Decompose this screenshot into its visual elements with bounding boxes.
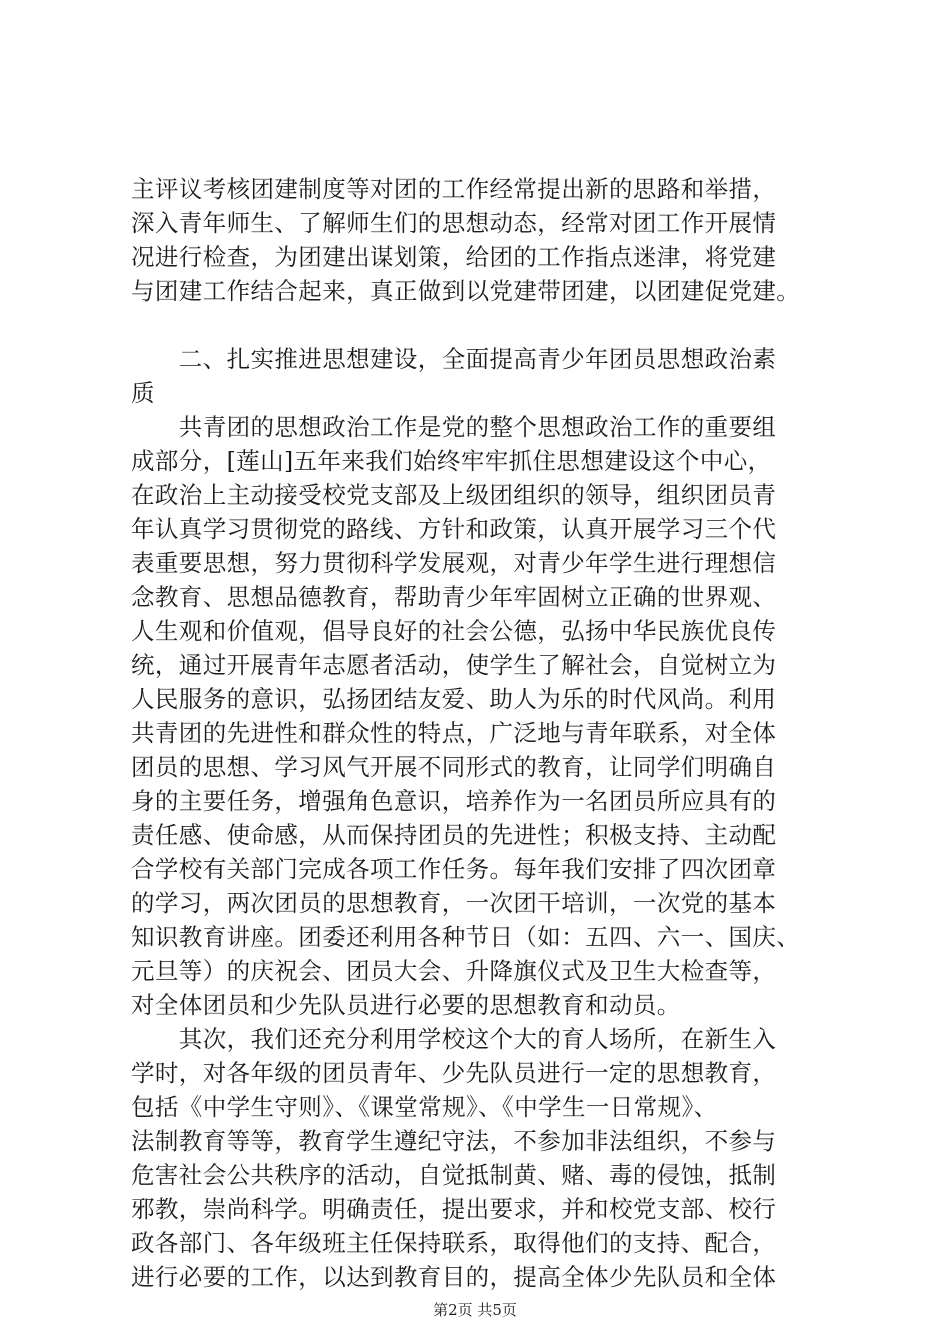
body-text-line: 共青团的先进性和群众性的特点，广泛地与青年联系，对全体 (131, 719, 777, 747)
body-text-line: 共青团的思想政治工作是党的整个思想政治工作的重要组 (131, 413, 777, 441)
body-text-line: 对全体团员和少先队员进行必要的思想教育和动员。 (131, 991, 681, 1019)
body-text-line: 在政治上主动接受校党支部及上级团组织的领导，组织团员青 (131, 481, 777, 509)
body-text-line: 责任感、使命感，从而保持团员的先进性；积极支持、主动配 (131, 821, 777, 849)
body-text-line: 包括《中学生守则》、《课堂常规》、《中学生一日常规》、 (131, 1093, 718, 1121)
body-text-line: 学时，对各年级的团员青年、少先队员进行一定的思想教育， (131, 1059, 777, 1087)
body-text-line: 念教育、思想品德教育，帮助青少年牢固树立正确的世界观、 (131, 583, 777, 611)
body-text-line: 表重要思想，努力贯彻科学发展观，对青少年学生进行理想信 (131, 549, 777, 577)
page-number-footer: 第2页 共5页 (433, 1301, 517, 1319)
body-text-line: 身的主要任务，增强角色意识，培养作为一名团员所应具有的 (131, 787, 777, 815)
body-text-line: 人民服务的意识，弘扬团结友爱、助人为乐的时代风尚。利用 (131, 685, 777, 713)
body-text-line: 况进行检查，为团建出谋划策，给团的工作指点迷津，将党建 (131, 243, 777, 271)
body-text-line: 法制教育等等，教育学生遵纪守法，不参加非法组织，不参与 (131, 1127, 777, 1155)
body-text-line: 团员的思想、学习风气开展不同形式的教育，让同学们明确自 (131, 753, 777, 781)
body-text-line: 主评议考核团建制度等对团的工作经常提出新的思路和举措， (131, 175, 777, 203)
section-heading-line: 二、扎实推进思想建设，全面提高青少年团员思想政治素 (131, 345, 777, 373)
body-text-line: 深入青年师生、了解师生们的思想动态，经常对团工作开展情 (131, 209, 777, 237)
body-text-line: 元旦等）的庆祝会、团员大会、升降旗仪式及卫生大检查等， (131, 957, 777, 985)
body-text-line: 邪教，崇尚科学。明确责任，提出要求，并和校党支部、校行 (131, 1195, 777, 1223)
body-text-line: 成部分，[莲山]五年来我们始终牢牢抓住思想建设这个中心， (131, 447, 772, 475)
section-heading-line: 质 (131, 379, 155, 407)
body-text-line: 危害社会公共秩序的活动，自觉抵制黄、赌、毒的侵蚀，抵制 (131, 1161, 777, 1189)
body-text-line: 人生观和价值观，倡导良好的社会公德，弘扬中华民族优良传 (131, 617, 777, 645)
body-text-line: 统，通过开展青年志愿者活动，使学生了解社会，自觉树立为 (131, 651, 777, 679)
body-text-line: 的学习，两次团员的思想教育，一次团干培训，一次党的基本 (131, 889, 777, 917)
body-text-line: 政各部门、各年级班主任保持联系，取得他们的支持、配合， (131, 1229, 777, 1257)
body-text-line: 年认真学习贯彻党的路线、方针和政策，认真开展学习三个代 (131, 515, 777, 543)
body-text-line: 其次，我们还充分利用学校这个大的育人场所，在新生入 (131, 1025, 777, 1053)
blank-line (131, 308, 851, 342)
body-text-line: 合学校有关部门完成各项工作任务。每年我们安排了四次团章 (131, 855, 777, 883)
body-text-line: 与团建工作结合起来，真正做到以党建带团建，以团建促党建。 (131, 277, 801, 305)
body-text-line: 知识教育讲座。团委还利用各种节日（如：五四、六一、国庆、 (131, 923, 801, 951)
body-text-line: 进行必要的工作，以达到教育目的，提高全体少先队员和全体 (131, 1263, 777, 1291)
